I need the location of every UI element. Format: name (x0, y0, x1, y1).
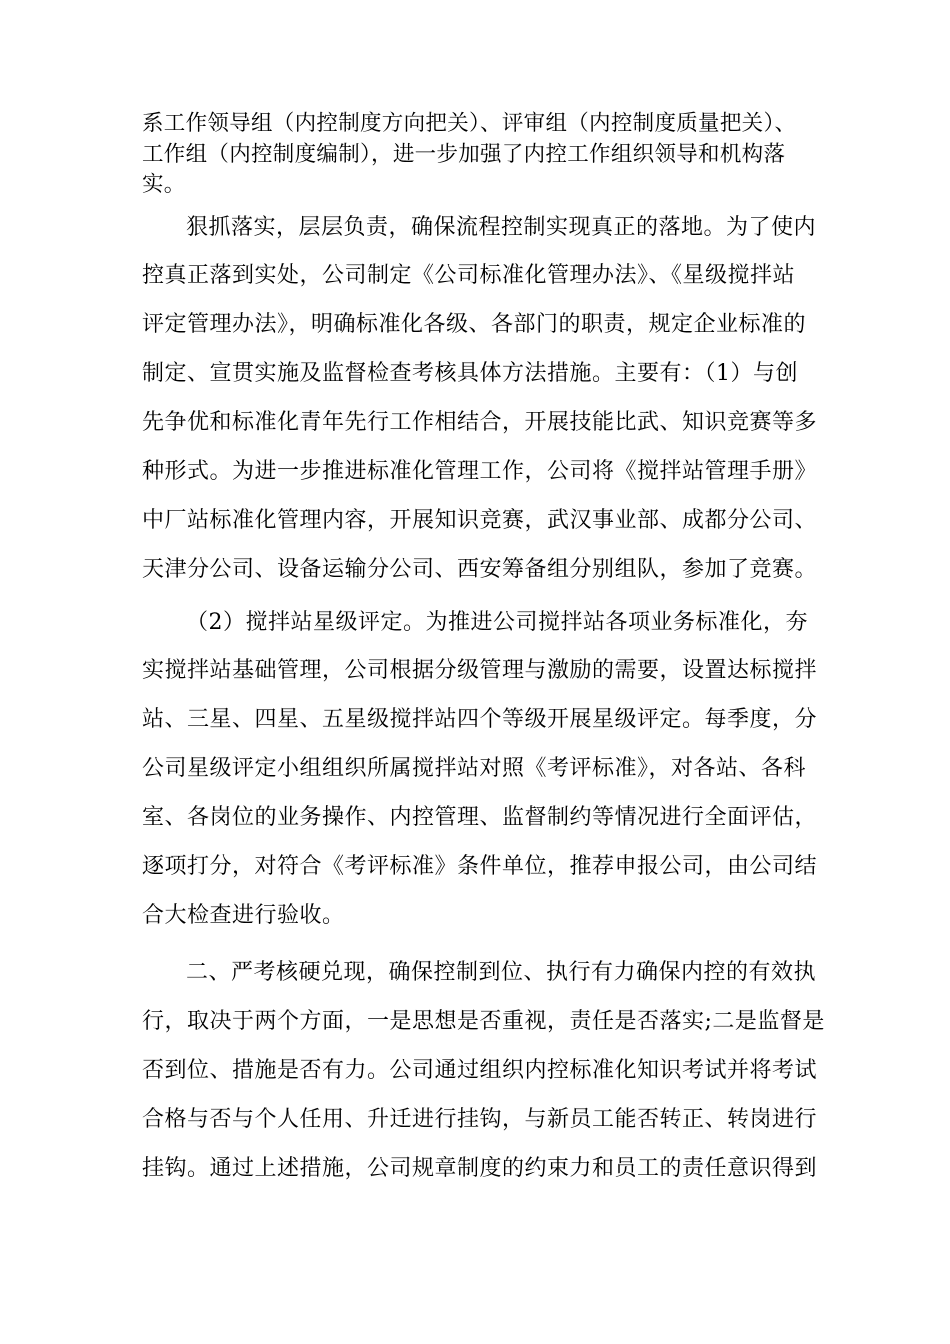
text-line: 实。 (142, 172, 186, 197)
text-line: 实搅拌站基础管理，公司根据分级管理与激励的需要，设置达标搅拌 (142, 658, 818, 683)
text-line: 合格与否与个人任用、升迁进行挂钩，与新员工能否转正、转岗进行 (142, 1107, 818, 1132)
text-line: 挂钩。通过上述措施，公司规章制度的约束力和员工的责任意识得到 (142, 1156, 818, 1181)
text-line: 制定、宣贯实施及监督检查考核具体方法措施。主要有：（1）与创 (142, 361, 798, 386)
text-line: 公司星级评定小组组织所属搅拌站对照《考评标准》，对各站、各科 (142, 756, 807, 781)
text-line: 先争优和标准化青年先行工作相结合，开展技能比武、知识竞赛等多 (142, 410, 818, 435)
text-line: 中厂站标准化管理内容，开展知识竞赛，武汉事业部、成都分公司、 (142, 508, 818, 533)
text-line: 狠抓落实，层层负责，确保流程控制实现真正的落地。为了使内 (186, 215, 817, 240)
text-line: 合大检查进行验收。 (142, 903, 345, 928)
text-line: 种形式。为进一步推进标准化管理工作，公司将《搅拌站管理手册》 (142, 459, 818, 484)
text-line: （2）搅拌站星级评定。为推进公司搅拌站各项业务标准化，夯 (186, 610, 808, 635)
text-line: 工作组（内控制度编制），进一步加强了内控工作组织领导和机构落 (142, 142, 786, 167)
text-line: 控真正落到实处，公司制定《公司标准化管理办法》、《星级搅拌站 (142, 263, 796, 288)
text-line: 逐项打分，对符合《考评标准》条件单位，推荐申报公司，由公司结 (142, 854, 818, 879)
text-line: 评定管理办法》，明确标准化各级、各部门的职责，规定企业标准的 (142, 312, 807, 337)
text-line: 行，取决于两个方面，一是思想是否重视，责任是否落实;二是监督是 (142, 1009, 825, 1034)
text-line: 天津分公司、设备运输分公司、西安筹备组分别组队，参加了竞赛。 (142, 557, 818, 582)
text-line: 室、各岗位的业务操作、内控管理、监督制约等情况进行全面评估， (142, 805, 818, 830)
text-line: 二、严考核硬兑现，确保控制到位、执行有力确保内控的有效执 (186, 960, 817, 985)
text-line: 否到位、措施是否有力。公司通过组织内控标准化知识考试并将考试 (142, 1058, 818, 1083)
text-line: 站、三星、四星、五星级搅拌站四个等级开展星级评定。每季度，分 (142, 707, 818, 732)
text-line: 系工作领导组（内控制度方向把关）、评审组（内控制度质量把关）、 (142, 111, 797, 136)
